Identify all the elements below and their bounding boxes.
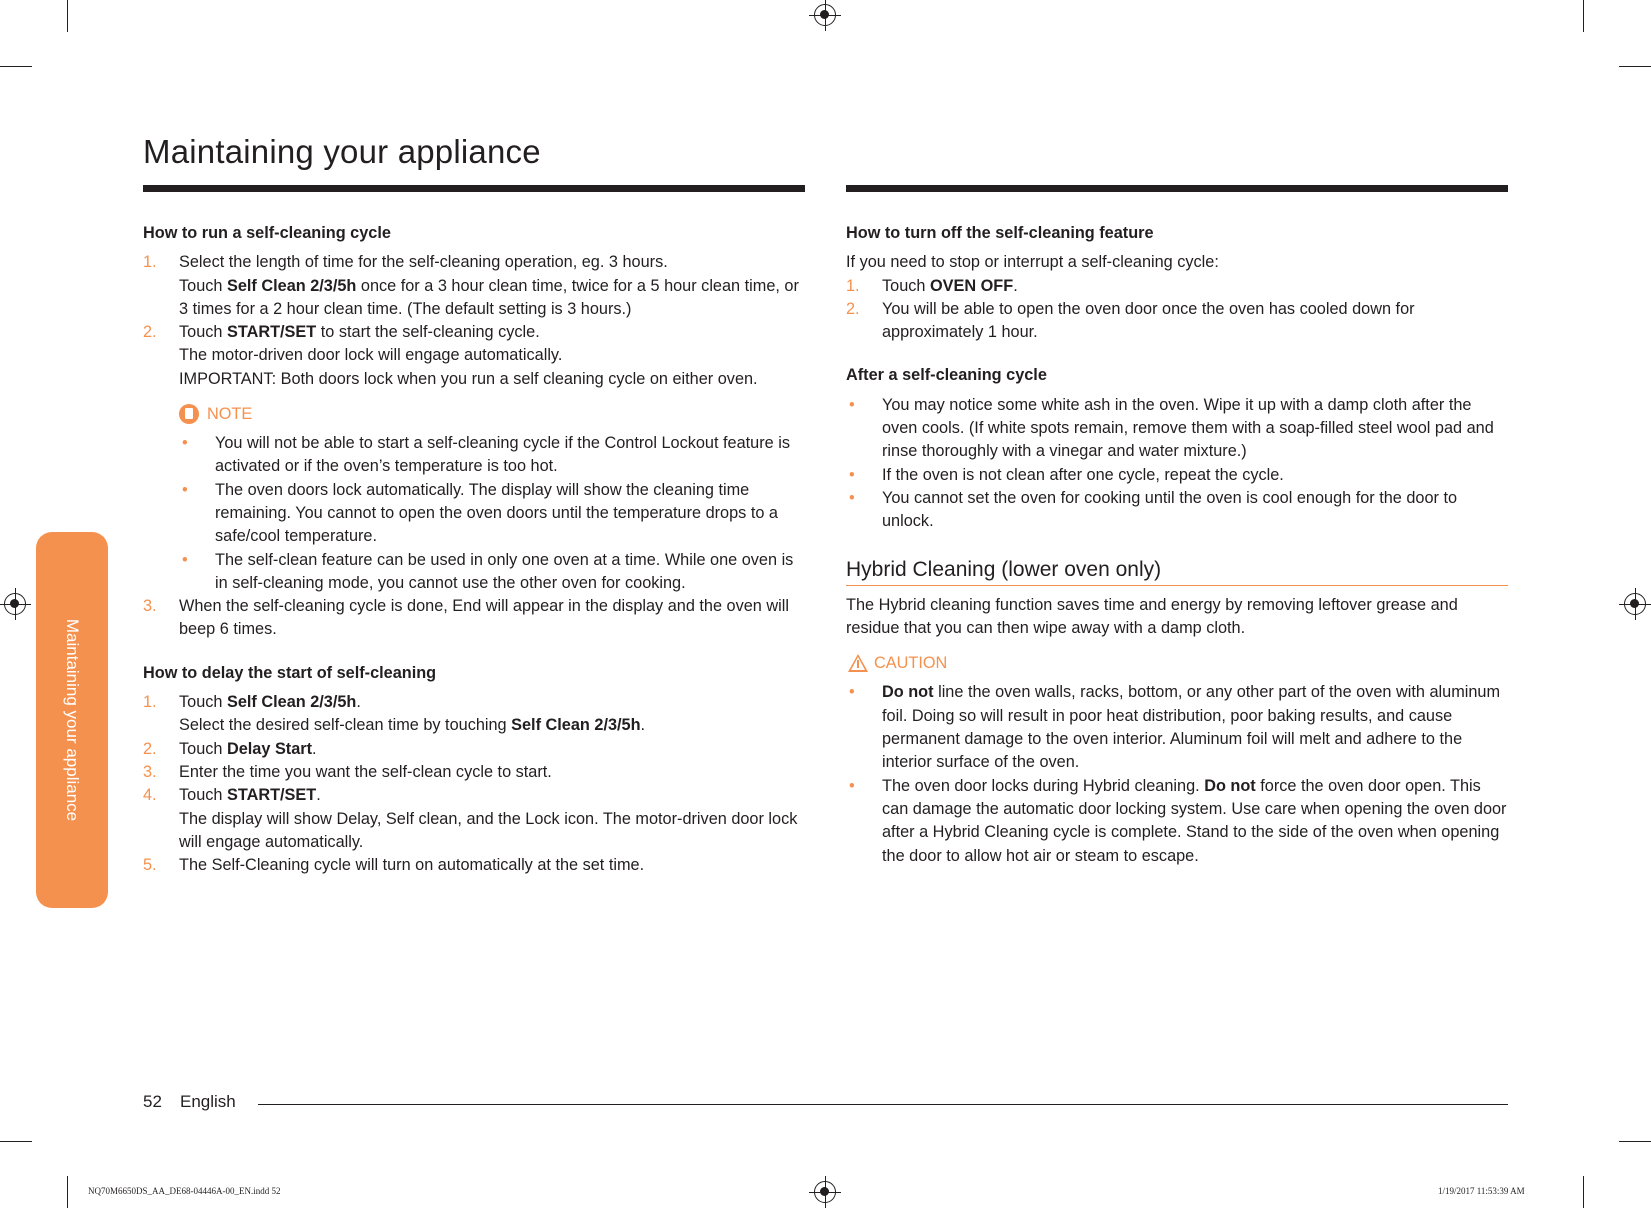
crop-mark	[67, 0, 68, 32]
step-text: When the self-cleaning cycle is done, End will appear in the display and the oven will beep 6 times.	[179, 597, 789, 639]
after-cycle-bullets	[846, 394, 1508, 534]
step-text: You will be able to open the oven door once the oven has cooled down for approximately 1 hour.	[882, 299, 1415, 342]
bullet-text: line the oven walls, racks, bottom, or any other part of the oven with aluminum foil. Doing so will result in poor heat distribution, poor baking results, and cause permanent damage to the oven interior. Aluminum foil will melt and adhere to the interior surface of the oven.	[882, 683, 1501, 772]
run-cycle-steps	[143, 251, 803, 391]
step-text-post: .	[356, 693, 361, 712]
warning-triangle-icon	[848, 654, 868, 672]
step-text	[179, 321, 803, 344]
turn-off-steps	[846, 275, 1508, 345]
control-label: OVEN OFF	[929, 276, 1014, 295]
step-text-post: .	[312, 739, 317, 758]
crop-mark	[1583, 1176, 1584, 1208]
run-cycle-steps-continued	[143, 595, 803, 642]
step-text	[882, 275, 1508, 298]
step-number: 4.	[143, 786, 157, 805]
list-item	[846, 298, 1508, 345]
crop-mark	[1619, 66, 1651, 67]
registration-mark-icon	[814, 4, 836, 26]
control-label: START/SET	[226, 786, 317, 805]
step-text	[179, 784, 803, 807]
list-item	[143, 321, 803, 391]
right-column	[846, 222, 1508, 868]
step-text-post: .	[1013, 276, 1018, 295]
hybrid-cleaning-heading: Hybrid Cleaning (lower oven only)	[846, 558, 1508, 586]
emphasis: Do not	[1204, 776, 1256, 795]
list-item	[143, 738, 803, 761]
step-text	[179, 691, 803, 714]
list-item	[846, 775, 1508, 868]
bullet-text: force the oven door open. This can damage the automatic door locking system. Use care when opening the oven door after a Hybrid Cleaning cycle is complete. Stand to the side of the oven when opening the door to allow hot air or steam to escape.	[882, 776, 1507, 865]
step-text-post: to start the self-cleaning cycle.	[316, 323, 540, 342]
step-number: 3.	[143, 597, 157, 616]
step-text: Select the length of time for the self-cleaning operation, eg. 3 hours.	[179, 253, 668, 272]
step-text	[179, 275, 803, 322]
note-label: NOTE	[207, 405, 253, 424]
step-text	[179, 738, 803, 761]
header-rule-left	[143, 185, 805, 192]
step-number: 1.	[846, 276, 860, 295]
control-label: START/SET	[226, 323, 317, 342]
left-column	[143, 222, 803, 877]
list-item	[846, 681, 1508, 774]
list-item: • If the oven is not clean after one cycle, repeat the cycle.	[846, 464, 1508, 487]
note-heading	[179, 403, 803, 426]
step-text-pre: Touch	[179, 693, 227, 712]
bullet-text-pre: The oven door locks during Hybrid cleaning.	[882, 776, 1205, 795]
step-text: The motor-driven door lock will engage automatically.	[179, 346, 563, 365]
step-number: 2.	[846, 299, 860, 318]
list-item	[143, 854, 803, 877]
print-slug-file: NQ70M6650DS_AA_DE68-04446A-00_EN.indd 52	[88, 1186, 281, 1196]
step-text-pre: Select the desired self-clean time by touching	[179, 716, 512, 735]
crop-mark	[0, 1141, 32, 1142]
step-text-pre: Touch	[179, 786, 227, 805]
print-slug-date: 1/19/2017 11:53:39 AM	[1438, 1186, 1525, 1196]
step-text: The display will show Delay, Self clean, and the Lock icon. The motor-driven door lock will engage automatically.	[179, 809, 798, 851]
step-text-post: .	[316, 786, 321, 805]
step-number: 1.	[143, 253, 157, 272]
list-item	[143, 784, 803, 854]
caution-bullets	[846, 681, 1508, 867]
control-label: Self Clean 2/3/5h	[511, 716, 641, 735]
control-label: Delay Start	[226, 739, 313, 758]
crop-mark	[1619, 1141, 1651, 1142]
caution-label: CAUTION	[874, 654, 948, 673]
step-number: 1.	[143, 693, 157, 712]
after-cycle-heading: After a self-cleaning cycle	[846, 366, 1047, 385]
step-text: Enter the time you want the self-clean cycle to start.	[179, 762, 552, 781]
note-icon	[179, 404, 199, 424]
delay-steps	[143, 691, 803, 877]
list-item: • The oven doors lock automatically. The display will show the cleaning time remaining. You cannot to open the oven doors until the temperature drops to a safe/cool temperature.	[179, 479, 803, 549]
registration-mark-icon	[4, 593, 26, 615]
step-text-pre: Touch	[179, 323, 227, 342]
control-label: Self Clean 2/3/5h	[226, 693, 357, 712]
list-item: • The self-clean feature can be used in only one oven at a time. While one oven is in self-cleaning mode, you cannot use the other oven for cooking.	[179, 549, 803, 596]
footer-language: English	[180, 1092, 236, 1111]
step-text-pre: Touch	[179, 276, 227, 295]
step-text: The Self-Cleaning cycle will turn on automatically at the set time.	[179, 856, 645, 875]
step-number: 5.	[143, 856, 157, 875]
step-number: 3.	[143, 762, 157, 781]
footer-rule	[258, 1104, 1508, 1105]
section-side-tab-label: Maintaining your appliance	[63, 618, 82, 822]
list-item	[143, 761, 803, 784]
step-text-post: .	[640, 716, 646, 735]
emphasis: Do not	[882, 683, 934, 702]
list-item: • You may notice some white ash in the oven. Wipe it up with a damp cloth after the oven cools. (If white spots remain, remove them with a soap-filled steel wool pad and rinse thoroughly with a vinegar and water mixture.)	[846, 394, 1508, 464]
crop-mark	[1583, 0, 1584, 32]
turn-off-intro: If you need to stop or interrupt a self-cleaning cycle:	[846, 253, 1219, 272]
turn-off-heading: How to turn off the self-cleaning feature	[846, 224, 1154, 242]
note-bullets	[179, 432, 803, 595]
list-item	[143, 251, 803, 321]
crop-mark	[0, 66, 32, 67]
step-text: IMPORTANT: Both doors lock when you run a self cleaning cycle on either oven.	[179, 369, 758, 388]
step-text-pre: Touch	[882, 276, 930, 295]
step-text-post: once for a 3 hour clean time, twice for a 5 hour clean time, or 3 times for a 2 hour clean time. (The default setting is 3 hours.)	[179, 276, 799, 318]
list-item: • You cannot set the oven for cooking until the oven is cool enough for the door to unlock.	[846, 487, 1508, 534]
list-item: • You will not be able to start a self-cleaning cycle if the Control Lockout feature is activated or if the oven’s temperature is too hot.	[179, 432, 803, 479]
step-text-pre: Touch	[179, 739, 227, 758]
registration-mark-icon	[814, 1181, 836, 1203]
hybrid-cleaning-intro: The Hybrid cleaning function saves time and energy by removing leftover grease and residue that you can then wipe away with a damp cloth.	[846, 595, 1458, 638]
list-item	[143, 595, 803, 642]
header-rule-right	[846, 185, 1508, 192]
step-number: 2.	[143, 739, 157, 758]
delay-heading: How to delay the start of self-cleaning	[143, 663, 437, 682]
page-number: 52	[143, 1092, 162, 1111]
list-item	[846, 275, 1508, 298]
registration-mark-icon	[1624, 593, 1646, 615]
list-item	[143, 691, 803, 738]
page-title: Maintaining your appliance	[143, 133, 541, 170]
step-text	[179, 714, 803, 737]
step-number: 2.	[143, 323, 157, 342]
caution-heading	[846, 652, 1508, 675]
crop-mark	[67, 1176, 68, 1208]
run-cycle-heading: How to run a self-cleaning cycle	[143, 224, 391, 242]
control-label: Self Clean 2/3/5h	[226, 276, 357, 295]
